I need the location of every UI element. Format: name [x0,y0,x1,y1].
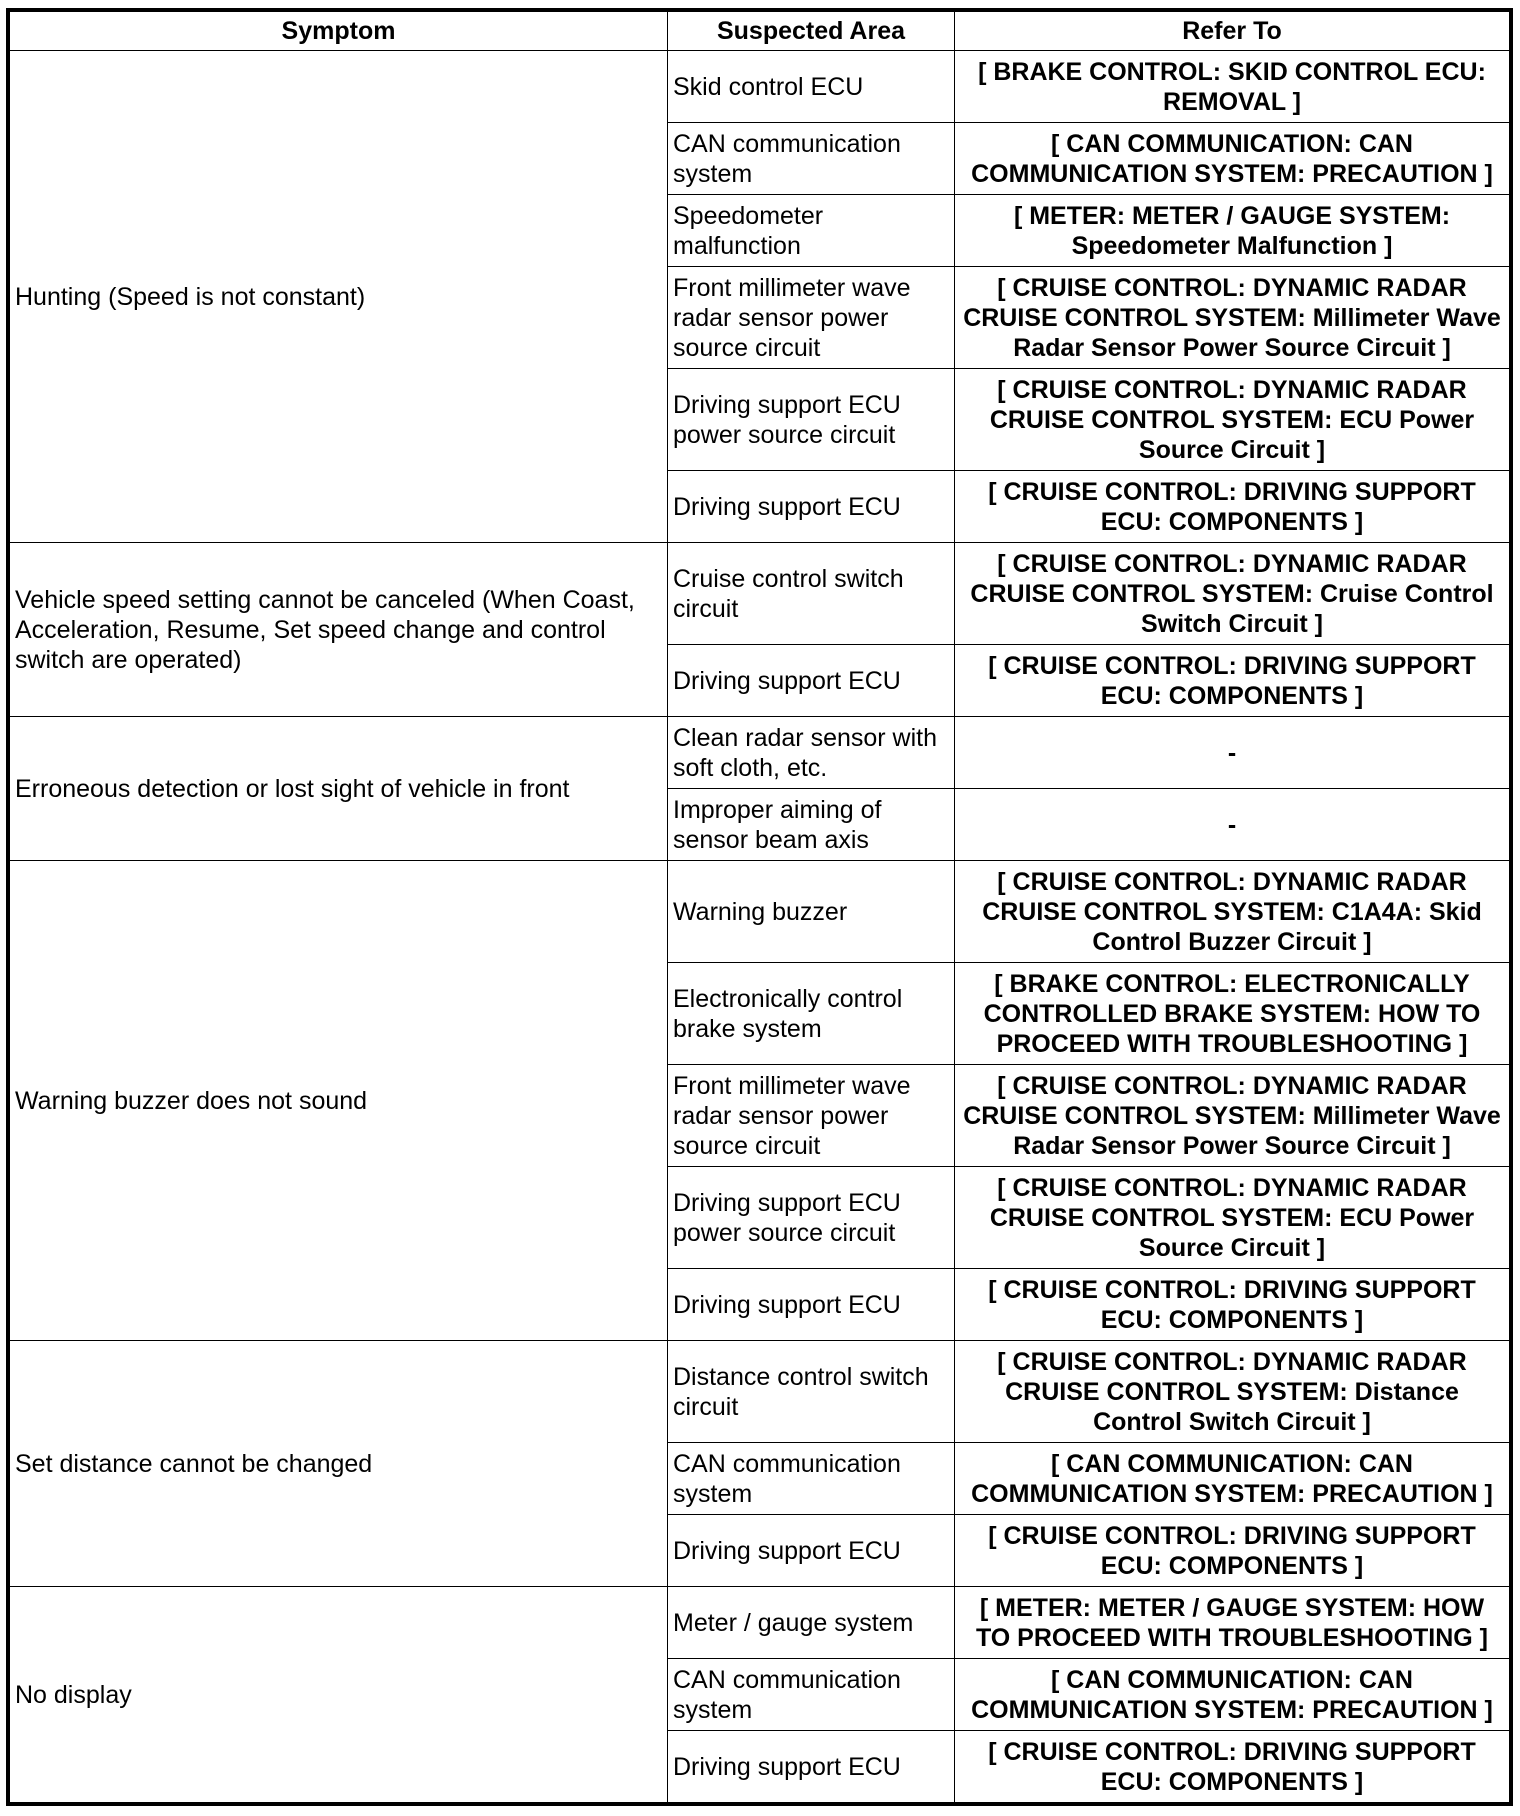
suspected-area-cell: CAN communication system [668,1443,955,1515]
refer-to-cell: - [955,789,1510,861]
refer-to-cell: [ CAN COMMUNICATION: CAN COMMUNICATION SYSTEM: PRECAUTION ] [955,123,1510,195]
suspected-area-cell: Speedometer malfunction [668,195,955,267]
refer-to-cell: [ CRUISE CONTROL: DRIVING SUPPORT ECU: COMPONENTS ] [955,645,1510,717]
suspected-area-cell: Driving support ECU [668,471,955,543]
suspected-area-cell: Driving support ECU power source circuit [668,1167,955,1269]
suspected-area-cell: Driving support ECU [668,1731,955,1803]
suspected-area-cell: Driving support ECU [668,645,955,717]
refer-to-cell: [ CRUISE CONTROL: DYNAMIC RADAR CRUISE CONTROL SYSTEM: Millimeter Wave Radar Sensor Power Source Circuit ] [955,1065,1510,1167]
refer-to-cell: [ BRAKE CONTROL: ELECTRONICALLY CONTROLLED BRAKE SYSTEM: HOW TO PROCEED WITH TROUBLESHOOTING ] [955,963,1510,1065]
refer-to-cell: [ CRUISE CONTROL: DYNAMIC RADAR CRUISE CONTROL SYSTEM: ECU Power Source Circuit ] [955,1167,1510,1269]
suspected-area-cell: Skid control ECU [668,51,955,123]
refer-to-cell: [ CRUISE CONTROL: DRIVING SUPPORT ECU: COMPONENTS ] [955,1731,1510,1803]
symptom-cell: Set distance cannot be changed [10,1341,668,1587]
table-row [10,51,1510,123]
symptom-cell: Vehicle speed setting cannot be canceled (When Coast, Acceleration, Resume, Set speed change and control switch are operated) [10,543,668,717]
suspected-area-cell: Meter / gauge system [668,1587,955,1659]
troubleshooting-table-frame [6,8,1513,1806]
table-row [10,1587,1510,1659]
refer-to-cell: [ CRUISE CONTROL: DRIVING SUPPORT ECU: COMPONENTS ] [955,1515,1510,1587]
table-row [10,861,1510,963]
suspected-area-cell: CAN communication system [668,1659,955,1731]
suspected-area-cell: Driving support ECU [668,1515,955,1587]
suspected-area-cell: Front millimeter wave radar sensor power source circuit [668,267,955,369]
troubleshooting-table [9,11,1510,1803]
refer-to-cell: [ CRUISE CONTROL: DYNAMIC RADAR CRUISE CONTROL SYSTEM: Cruise Control Switch Circuit ] [955,543,1510,645]
refer-to-cell: [ CRUISE CONTROL: DYNAMIC RADAR CRUISE CONTROL SYSTEM: Millimeter Wave Radar Sensor Power Source Circuit ] [955,267,1510,369]
symptom-cell: No display [10,1587,668,1803]
suspected-area-cell: Distance control switch circuit [668,1341,955,1443]
suspected-area-cell: Driving support ECU power source circuit [668,369,955,471]
symptom-cell: Hunting (Speed is not constant) [10,51,668,543]
suspected-area-cell: CAN communication system [668,123,955,195]
table-row [10,717,1510,789]
refer-to-cell: - [955,717,1510,789]
refer-to-cell: [ METER: METER / GAUGE SYSTEM: Speedometer Malfunction ] [955,195,1510,267]
symptom-cell: Erroneous detection or lost sight of vehicle in front [10,717,668,861]
refer-to-cell: [ CAN COMMUNICATION: CAN COMMUNICATION SYSTEM: PRECAUTION ] [955,1443,1510,1515]
header-suspected-area: Suspected Area [668,12,955,51]
suspected-area-cell: Electronically control brake system [668,963,955,1065]
refer-to-cell: [ CRUISE CONTROL: DYNAMIC RADAR CRUISE CONTROL SYSTEM: ECU Power Source Circuit ] [955,369,1510,471]
refer-to-cell: [ CRUISE CONTROL: DRIVING SUPPORT ECU: COMPONENTS ] [955,471,1510,543]
refer-to-cell: [ CRUISE CONTROL: DYNAMIC RADAR CRUISE CONTROL SYSTEM: C1A4A: Skid Control Buzzer Circuit ] [955,861,1510,963]
refer-to-cell: [ CRUISE CONTROL: DYNAMIC RADAR CRUISE CONTROL SYSTEM: Distance Control Switch Circuit ] [955,1341,1510,1443]
header-symptom: Symptom [10,12,668,51]
symptom-cell: Warning buzzer does not sound [10,861,668,1341]
suspected-area-cell: Clean radar sensor with soft cloth, etc. [668,717,955,789]
refer-to-cell: [ CRUISE CONTROL: DRIVING SUPPORT ECU: COMPONENTS ] [955,1269,1510,1341]
header-refer-to: Refer To [955,12,1510,51]
suspected-area-cell: Improper aiming of sensor beam axis [668,789,955,861]
refer-to-cell: [ CAN COMMUNICATION: CAN COMMUNICATION SYSTEM: PRECAUTION ] [955,1659,1510,1731]
suspected-area-cell: Front millimeter wave radar sensor power source circuit [668,1065,955,1167]
table-row [10,543,1510,645]
suspected-area-cell: Driving support ECU [668,1269,955,1341]
refer-to-cell: [ METER: METER / GAUGE SYSTEM: HOW TO PROCEED WITH TROUBLESHOOTING ] [955,1587,1510,1659]
table-header-row [10,12,1510,51]
suspected-area-cell: Warning buzzer [668,861,955,963]
table-row [10,1341,1510,1443]
suspected-area-cell: Cruise control switch circuit [668,543,955,645]
refer-to-cell: [ BRAKE CONTROL: SKID CONTROL ECU: REMOVAL ] [955,51,1510,123]
